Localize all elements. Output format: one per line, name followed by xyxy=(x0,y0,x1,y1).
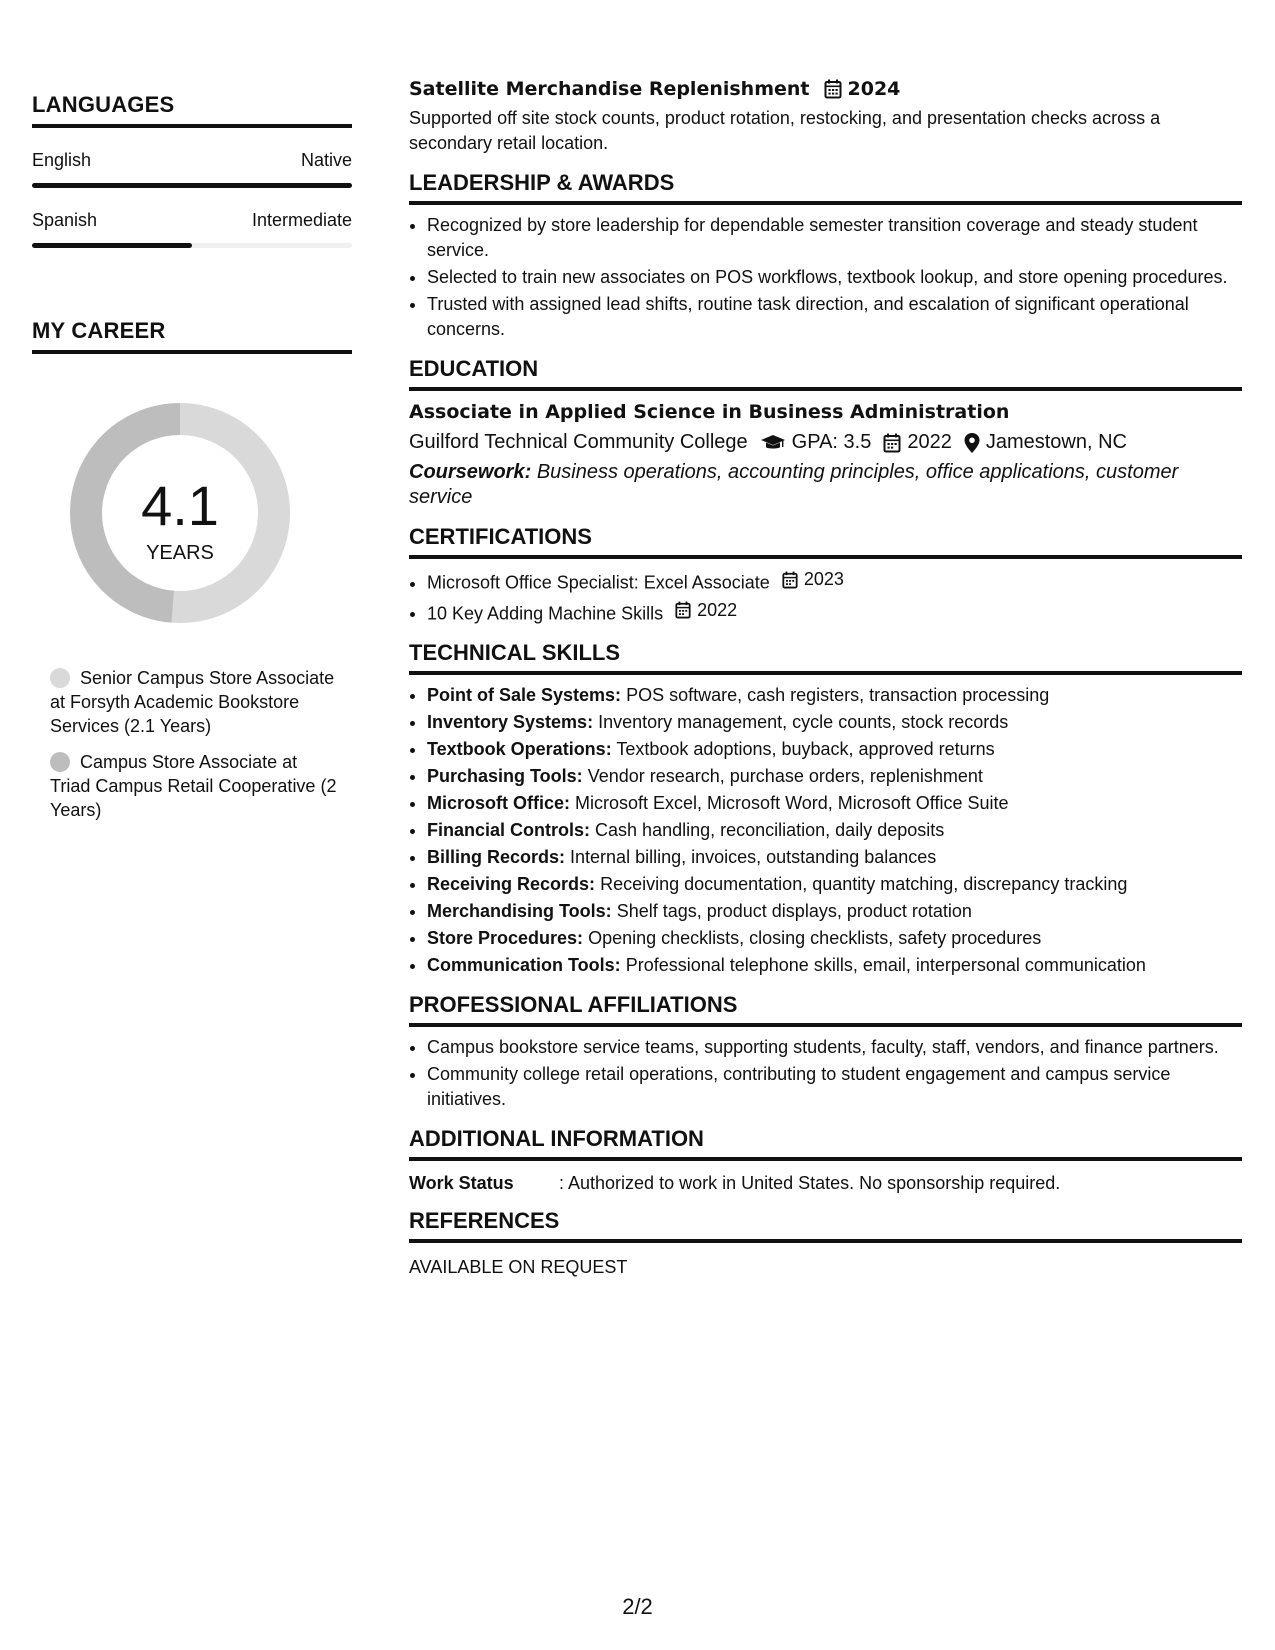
career-legend-item xyxy=(50,666,340,738)
list-item: • Recognized by store leadership for dependable semester transition coverage and steady student service. xyxy=(427,213,1242,263)
legend-dot-icon xyxy=(50,752,70,772)
main-content xyxy=(409,78,1242,1278)
career-total-years: 4.1 xyxy=(141,474,219,537)
coursework xyxy=(409,460,1242,510)
certification-year: 2022 xyxy=(697,599,738,620)
references-text: AVAILABLE ON REQUEST xyxy=(409,1257,628,1277)
education-meta xyxy=(409,431,1242,454)
skill-name: Financial Controls: xyxy=(427,820,591,840)
calendar-icon xyxy=(883,433,901,453)
skill-name: Receiving Records: xyxy=(427,874,596,894)
coursework-label: Coursework: xyxy=(409,461,532,483)
graduation-year: 2022 xyxy=(907,431,952,453)
degree-title: Associate in Applied Science in Business Administration xyxy=(409,401,1010,423)
language-level: Intermediate xyxy=(251,210,352,230)
skills-heading: TECHNICAL SKILLS xyxy=(409,640,1242,675)
project-date: 2024 xyxy=(847,78,901,100)
affiliations-heading: PROFESSIONAL AFFILIATIONS xyxy=(409,992,1242,1027)
project-entry xyxy=(409,78,1242,156)
skill-item xyxy=(427,818,1242,843)
career-legend-text: Campus Store Associate at Triad Campus Retail Cooperative (2 Years) xyxy=(50,752,337,820)
skill-value: Internal billing, invoices, outstanding balances xyxy=(570,847,937,867)
coursework-text: Business operations, accounting principles, office applications, customer service xyxy=(409,461,1179,508)
calendar-icon xyxy=(782,571,798,589)
skill-item xyxy=(427,737,1242,762)
calendar-icon xyxy=(824,79,842,99)
skill-item xyxy=(427,845,1242,870)
career-legend-item xyxy=(50,750,340,822)
skill-item xyxy=(427,953,1242,978)
page-number: 2/2 xyxy=(622,1594,653,1619)
skill-value: Cash handling, reconciliation, daily deposits xyxy=(595,820,945,840)
skill-name: Point of Sale Systems: xyxy=(427,685,622,705)
work-status-label: Work Status xyxy=(409,1173,514,1193)
certifications-list xyxy=(409,567,1242,626)
skill-item xyxy=(427,710,1242,735)
gpa: GPA: 3.5 xyxy=(791,431,872,453)
career-heading: MY CAREER xyxy=(32,318,352,354)
skill-value: Receiving documentation, quantity matching, discrepancy tracking xyxy=(600,874,1128,894)
work-status-value: : Authorized to work in United States. No sponsorship required. xyxy=(559,1173,1061,1193)
career-legend-text: Senior Campus Store Associate at Forsyth Academic Bookstore Services (2.1 Years) xyxy=(50,668,335,736)
list-item: • Campus bookstore service teams, supporting students, faculty, staff, vendors, and finance partners. xyxy=(427,1035,1242,1060)
sidebar xyxy=(32,92,352,834)
language-name: English xyxy=(32,150,92,170)
skill-name: Merchandising Tools: xyxy=(427,901,612,921)
skill-item xyxy=(427,926,1242,951)
skill-name: Microsoft Office: xyxy=(427,793,571,813)
list-item: • Selected to train new associates on POS workflows, textbook lookup, and store opening procedures. xyxy=(427,265,1242,290)
skills-list xyxy=(409,683,1242,978)
project-title: Satellite Merchandise Replenishment xyxy=(409,78,810,100)
graduation-cap-icon xyxy=(760,434,786,452)
skill-item xyxy=(427,683,1242,708)
legend-dot-icon xyxy=(50,668,70,688)
language-name: Spanish xyxy=(32,210,98,230)
work-status-row xyxy=(409,1173,1242,1194)
language-item xyxy=(32,150,352,188)
language-proficiency-fill xyxy=(32,243,192,248)
affiliations-list xyxy=(409,1035,1242,1112)
language-proficiency-bar xyxy=(32,183,352,188)
certification-name: Microsoft Office Specialist: Excel Associate xyxy=(427,572,770,593)
skill-item xyxy=(427,791,1242,816)
skill-name: Textbook Operations: xyxy=(427,739,612,759)
skill-name: Billing Records: xyxy=(427,847,566,867)
skill-value: Microsoft Excel, Microsoft Word, Microsoft Office Suite xyxy=(575,793,1009,813)
skill-item xyxy=(427,764,1242,789)
references-heading: REFERENCES xyxy=(409,1208,1242,1243)
skill-value: Vendor research, purchase orders, replenishment xyxy=(587,766,983,786)
certification-year: 2023 xyxy=(803,569,844,589)
career-total-unit: YEARS xyxy=(146,542,214,564)
language-proficiency-bar xyxy=(32,243,352,248)
skill-value: Professional telephone skills, email, interpersonal communication xyxy=(625,955,1146,975)
skill-value: Opening checklists, closing checklists, safety procedures xyxy=(588,928,1042,948)
career-donut-chart xyxy=(65,398,295,628)
certification-item xyxy=(427,598,1242,627)
languages-heading: LANGUAGES xyxy=(32,92,352,128)
skill-name: Store Procedures: xyxy=(427,928,584,948)
skill-name: Inventory Systems: xyxy=(427,712,594,732)
skill-value: Textbook adoptions, buyback, approved returns xyxy=(616,739,995,759)
leadership-heading: LEADERSHIP & AWARDS xyxy=(409,170,1242,205)
language-item xyxy=(32,210,352,248)
skill-value: Shelf tags, product displays, product rotation xyxy=(616,901,972,921)
project-description: Supported off site stock counts, product rotation, restocking, and presentation checks across a secondary retail location. xyxy=(409,108,1161,153)
skill-value: POS software, cash registers, transaction processing xyxy=(626,685,1050,705)
education-heading: EDUCATION xyxy=(409,356,1242,391)
calendar-icon xyxy=(675,601,691,619)
skill-name: Communication Tools: xyxy=(427,955,621,975)
language-level: Native xyxy=(300,150,352,170)
list-item: • Trusted with assigned lead shifts, routine task direction, and escalation of significant operational concerns. xyxy=(427,292,1242,342)
leadership-list xyxy=(409,213,1242,342)
certifications-heading: CERTIFICATIONS xyxy=(409,524,1242,559)
skill-item xyxy=(427,872,1242,897)
location-pin-icon xyxy=(964,433,980,453)
school-name: Guilford Technical Community College xyxy=(409,431,748,453)
skill-item xyxy=(427,899,1242,924)
skill-name: Purchasing Tools: xyxy=(427,766,583,786)
list-item: • Community college retail operations, contributing to student engagement and campus service initiatives. xyxy=(427,1062,1242,1112)
certification-item xyxy=(427,567,1242,596)
certification-name: 10 Key Adding Machine Skills xyxy=(427,603,664,623)
school-location: Jamestown, NC xyxy=(985,431,1127,453)
additional-info-heading: ADDITIONAL INFORMATION xyxy=(409,1126,1242,1161)
career-legend xyxy=(50,666,352,822)
skill-value: Inventory management, cycle counts, stock records xyxy=(598,712,1009,732)
language-proficiency-fill xyxy=(32,183,352,188)
